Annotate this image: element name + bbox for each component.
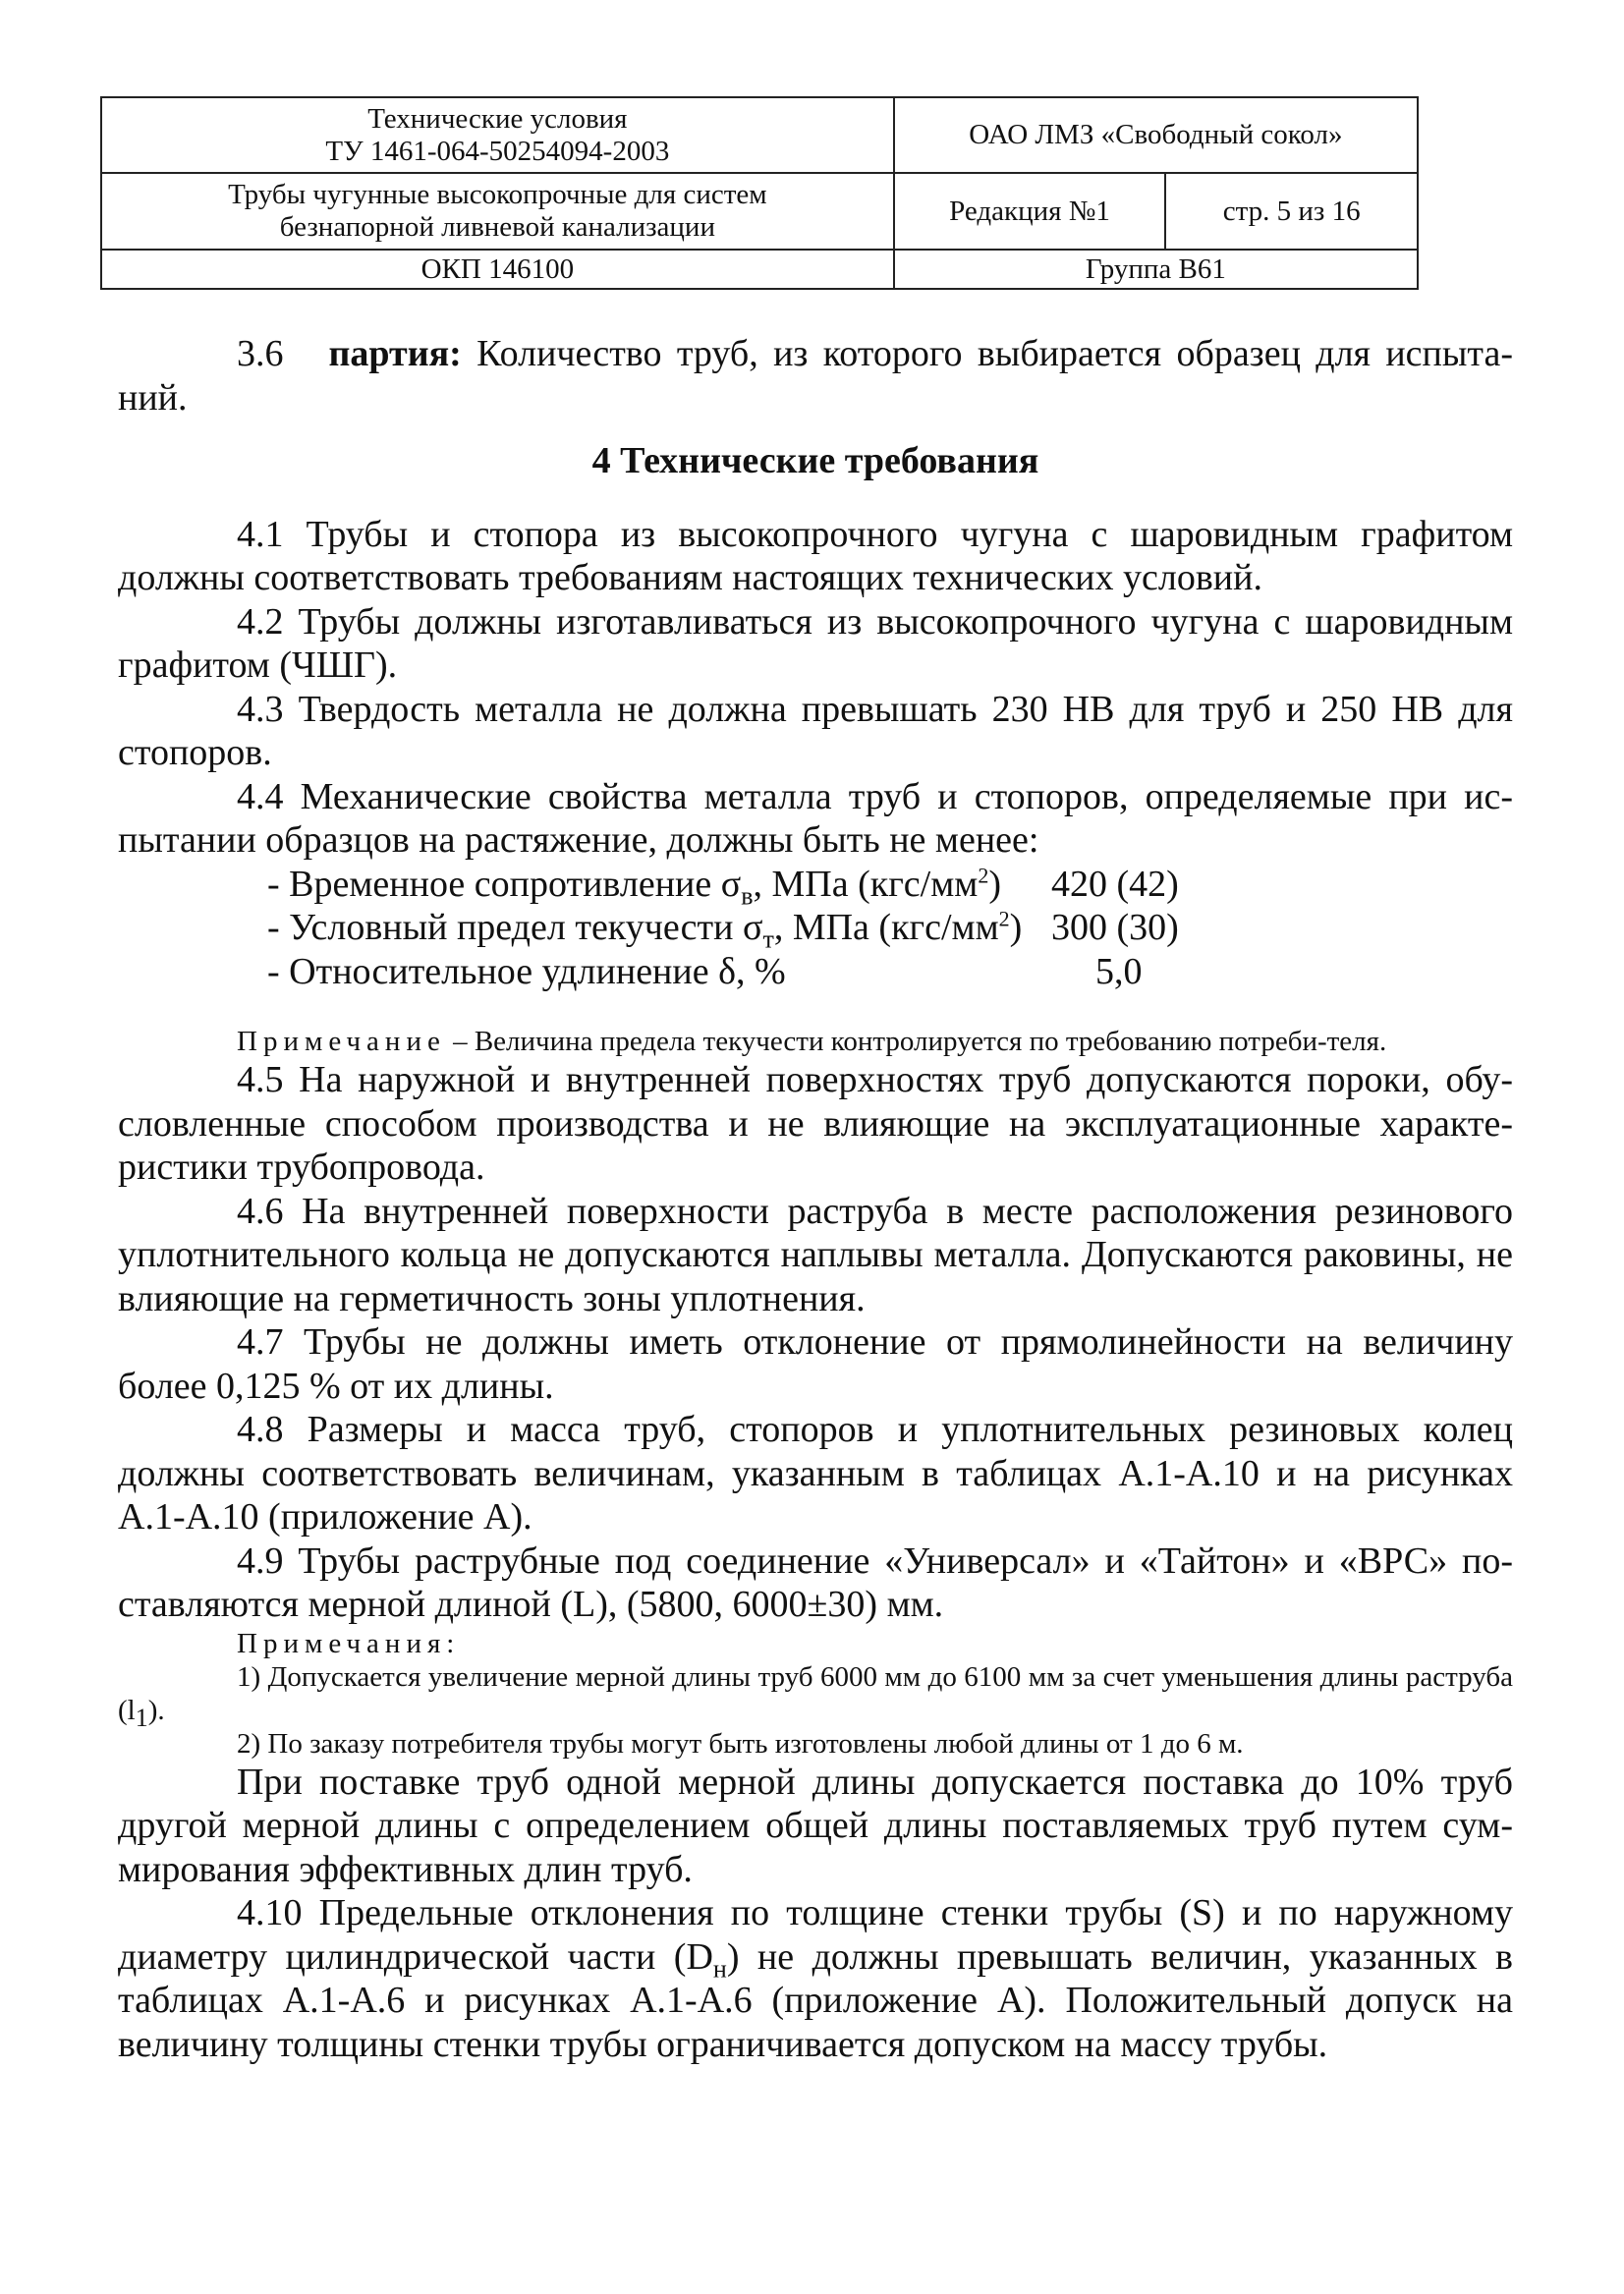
property-row-elongation [118,950,1513,994]
notes-label: Примечания: [237,1627,461,1659]
property-value: 420 (42) [1051,863,1179,905]
clause-4-2: 4.2 Трубы должны изготавливаться из высокопрочного чугуна с шаровидным графитом (ЧШГ). [118,600,1513,686]
note-yield [118,1025,1513,1058]
clause-4-4: 4.4 Механические свойства металла труб и стопоров, определяемые при ис-пытании образцов на растяжение, должны быть не менее: [118,775,1513,861]
tu-title-line2: ТУ 1461-064-50254094-2003 [325,135,670,167]
document-body [118,332,1513,2066]
company-cell: ОАО ЛМЗ «Свободный сокол» [894,97,1418,173]
property-label: - Относительное удлинение δ, % [267,950,786,992]
clause-4-3: 4.3 Твердость металла не должна превышать 230 НВ для труб и 250 НВ для стопоров. [118,688,1513,773]
group-cell: Группа В61 [894,250,1418,289]
clause-3-6-text: Количество труб, из которого выбирается образец для испыта-ний. [118,333,1514,419]
property-row-yield-strength [118,906,1513,954]
property-label: - Условный предел текучести $\sigma_т$, МПа $(кгс/мм^2)$ [267,906,1023,954]
property-value: 300 (30) [1051,907,1179,948]
page-number-cell: стр. 5 из 16 [1165,173,1418,250]
note-label: Примечание [237,1026,446,1057]
clause-4-7: 4.7 Трубы не должны иметь отклонение от прямолинейности на величину более 0,125 % от их длины. [118,1321,1513,1407]
clause-4-10: 4.10 Предельные отклонения по толщине стенки трубы (S) и по наружному диаметру цилиндрической части $(D_н)$ не должны превышать величин, указанных в таблицах А.1-А.6 и рисунках А.1-А.6 (приложение А). Положительный допуск на величину толщины стенки трубы ограничивается допуском на массу трубы. [118,1892,1513,2065]
clause-4-1: 4.1 Трубы и стопора из высокопрочного чугуна с шаровидным графитом должны соответствовать требованиям настоящих технических условий. [118,513,1513,598]
clause-3-6 [118,332,1513,420]
clause-3-6-term: партия: [328,333,462,374]
property-row-tensile-strength [118,862,1513,911]
title-block-table [100,96,1419,290]
tu-title-cell [101,97,894,173]
revision-cell: Редакция №1 [894,173,1166,250]
section-4-heading: 4 Технические требования [591,440,1039,481]
property-label: - Временное сопротивление $\sigma_в$, МПа $(кгс/мм^2)$ [267,862,1001,911]
note-text: – Величина предела текучести контролируется по требованию потреби-теля. [445,1026,1387,1057]
note-length: 1) Допускается увеличение мерной длины труб 6000 мм до 6100 мм за счет уменьшения длины раструба $(l_1)$. [118,1660,1513,1732]
clause-3-6-number: 3.6 [237,333,284,374]
okp-cell: ОКП 146100 [101,250,894,289]
paragraph-supply: При поставке труб одной мерной длины допускается поставка до 10% труб другой мерной длины с определением общей длины поставляемых труб путем сум-мирования эффективных длин труб. [118,1761,1513,1890]
clause-4-9: 4.9 Трубы раструбные под соединение «Универсал» и «Тайтон» и «ВРС» по-ставляются мерной длиной (L), (5800, 6000±30) мм. [118,1539,1513,1625]
tu-title-line1: Технические условия [367,102,628,135]
property-value: 5,0 [1095,950,1143,992]
clause-4-5: 4.5 На наружной и внутренней поверхностях труб допускаются пороки, обу-словленные способом производства и не влияющие на эксплуатационные характе-ристики трубопровода. [118,1059,1513,1188]
product-cell [101,173,894,250]
product-line1: Трубы чугунные высокопрочные для систем [228,179,767,210]
product-line2: безнапорной ливневой канализации [279,211,715,243]
clause-4-6: 4.6 На внутренней поверхности раструба в месте расположения резинового уплотнительного кольца не допускаются наплывы металла. Допускаются раковины, не влияющие на герметичность зоны уплотнения. [118,1190,1513,1319]
note-custom-length: 2) По заказу потребителя трубы могут быть изготовлены любой длины от 1 до 6 м. [237,1727,1244,1760]
clause-4-8: 4.8 Размеры и масса труб, стопоров и уплотнительных резиновых колец должны соответствовать величинам, указанным в таблицах А.1-А.10 и на рисунках А.1-А.10 (приложение А). [118,1409,1513,1538]
